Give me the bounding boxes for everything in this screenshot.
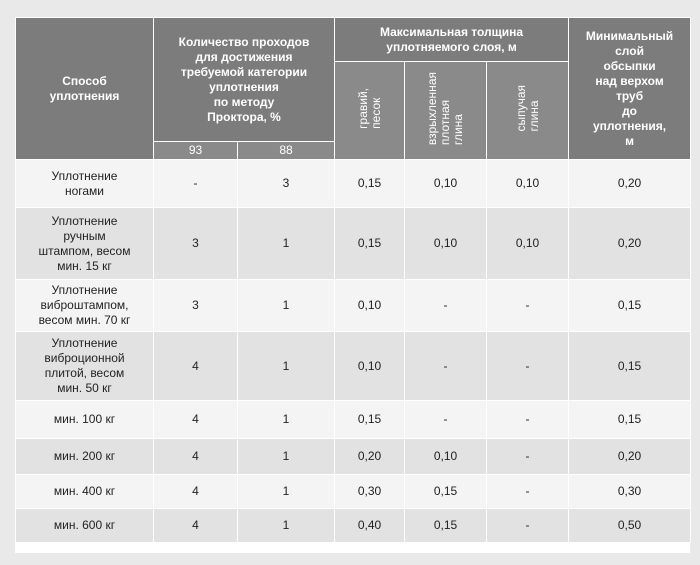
row-passes-88: 1 — [238, 439, 335, 475]
row-dense-clay: - — [405, 280, 487, 332]
row-method: Уплотнение ногами — [16, 160, 154, 208]
row-dense-clay: 0,10 — [405, 208, 487, 280]
row-method: мин. 600 кг — [16, 509, 154, 543]
row-method: мин. 200 кг — [16, 439, 154, 475]
row-method: мин. 100 кг — [16, 401, 154, 439]
row-dense-clay: - — [405, 332, 487, 401]
row-passes-93: 4 — [154, 439, 238, 475]
row-gravel: 0,15 — [335, 208, 405, 280]
row-passes-88: 1 — [238, 475, 335, 509]
row-passes-88: 1 — [238, 280, 335, 332]
table-row — [16, 475, 691, 509]
row-dense-clay: 0,15 — [405, 509, 487, 543]
table-row — [16, 332, 691, 401]
row-gravel: 0,30 — [335, 475, 405, 509]
row-gravel: 0,15 — [335, 160, 405, 208]
row-min-layer: 0,15 — [569, 401, 691, 439]
row-passes-93: 4 — [154, 332, 238, 401]
row-loose-clay: - — [487, 475, 569, 509]
table-row — [16, 160, 691, 208]
row-passes-93: 3 — [154, 208, 238, 280]
table-row — [16, 401, 691, 439]
row-passes-93: 3 — [154, 280, 238, 332]
row-loose-clay: 0,10 — [487, 208, 569, 280]
row-min-layer: 0,50 — [569, 509, 691, 543]
table-row — [16, 208, 691, 280]
row-min-layer: 0,20 — [569, 160, 691, 208]
header-passes-93: 93 — [154, 142, 238, 160]
row-passes-88: 1 — [238, 509, 335, 543]
row-loose-clay: - — [487, 509, 569, 543]
row-passes-88: 1 — [238, 208, 335, 280]
header-passes-88: 88 — [238, 142, 335, 160]
row-min-layer: 0,20 — [569, 208, 691, 280]
table-row — [16, 439, 691, 475]
row-passes-88: 3 — [238, 160, 335, 208]
row-loose-clay: - — [487, 332, 569, 401]
row-dense-clay: - — [405, 401, 487, 439]
row-passes-88: 1 — [238, 332, 335, 401]
row-gravel: 0,15 — [335, 401, 405, 439]
row-dense-clay: 0,10 — [405, 160, 487, 208]
row-loose-clay: - — [487, 280, 569, 332]
row-min-layer: 0,15 — [569, 280, 691, 332]
compaction-table-container — [15, 17, 690, 553]
header-method: Способ уплотнения — [16, 18, 154, 160]
row-method: мин. 400 кг — [16, 475, 154, 509]
row-passes-88: 1 — [238, 401, 335, 439]
header-gravel-cell — [335, 62, 405, 160]
header-dense-clay: взрыхленная плотная глина — [425, 71, 466, 146]
header-gravel: гравий, песок — [355, 88, 383, 129]
row-gravel: 0,40 — [335, 509, 405, 543]
row-passes-93: 4 — [154, 401, 238, 439]
header-loose-clay-cell — [487, 62, 569, 160]
row-method: Уплотнение ручным штампом, весом мин. 15 кг — [16, 208, 154, 280]
table-row — [16, 280, 691, 332]
row-passes-93: 4 — [154, 475, 238, 509]
row-dense-clay: 0,10 — [405, 439, 487, 475]
row-passes-93: - — [154, 160, 238, 208]
row-dense-clay: 0,15 — [405, 475, 487, 509]
compaction-table — [15, 17, 691, 543]
row-loose-clay: - — [487, 401, 569, 439]
row-method: Уплотнение виброштампом, весом мин. 70 кг — [16, 280, 154, 332]
header-min-layer: Минимальный слой обсыпки над верхом труб до уплотнения, м — [569, 18, 691, 160]
row-min-layer: 0,15 — [569, 332, 691, 401]
row-gravel: 0,10 — [335, 280, 405, 332]
table-row — [16, 509, 691, 543]
row-gravel: 0,20 — [335, 439, 405, 475]
row-passes-93: 4 — [154, 509, 238, 543]
header-dense-clay-cell — [405, 62, 487, 160]
row-method: Уплотнение виброционной плитой, весом мин. 50 кг — [16, 332, 154, 401]
row-gravel: 0,10 — [335, 332, 405, 401]
row-loose-clay: 0,10 — [487, 160, 569, 208]
header-max-thickness: Максимальная толщина уплотняемого слоя, м — [335, 18, 569, 62]
header-passes: Количество проходов для достижения требуемой категории уплотнения по методу Проктора, % — [154, 18, 335, 142]
header-loose-clay: сыпучая глина — [513, 85, 541, 132]
row-min-layer: 0,30 — [569, 475, 691, 509]
row-min-layer: 0,20 — [569, 439, 691, 475]
row-loose-clay: - — [487, 439, 569, 475]
